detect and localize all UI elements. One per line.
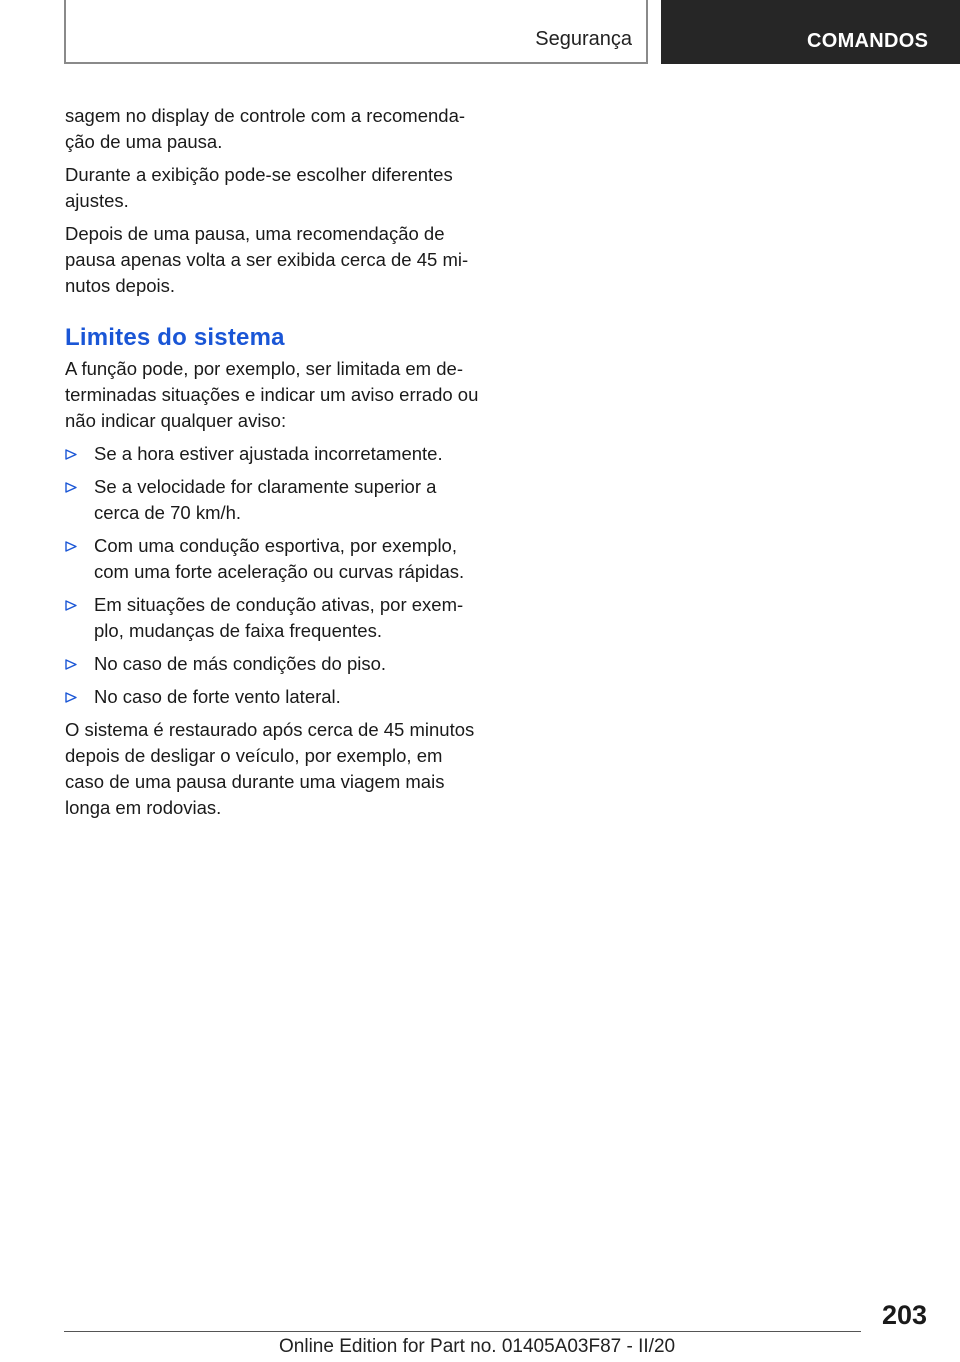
list-item-text: Se a hora estiver ajustada incorretamente.: [94, 443, 443, 464]
footer-divider: [64, 1331, 861, 1332]
footer-edition-text: Online Edition for Part no. 01405A03F87 - II/20: [279, 1336, 676, 1357]
list-item: [65, 684, 485, 710]
bullet-triangle-icon: [65, 541, 77, 552]
paragraph-continuation: sagem no display de controle com a recomendação de uma pausa.: [65, 105, 466, 152]
paragraph-intro: A função pode, por exemplo, ser limitada em determinadas situações e indicar um aviso errado ou não indicar qualquer aviso:: [65, 358, 479, 431]
bullet-triangle-icon: [65, 659, 77, 670]
list-item: [65, 474, 485, 526]
bullet-triangle-icon: [65, 482, 77, 493]
paragraph-settings: Durante a exibição pode-se escolher diferentes ajustes.: [65, 164, 453, 211]
list-item-text: Em situações de condução ativas, por exemplo, mudanças de faixa frequentes.: [94, 594, 464, 641]
bullet-triangle-icon: [65, 600, 77, 611]
header-chapter-tab: COMANDOS: [661, 0, 960, 64]
bullet-triangle-icon: [65, 692, 77, 703]
list-item-text: Se a velocidade for claramente superior a cerca de 70 km/h.: [94, 476, 437, 523]
header-section-box: [64, 0, 648, 64]
page-number: 203: [881, 1300, 927, 1330]
paragraph-after-pause: Depois de uma pausa, uma recomendação de pausa apenas volta a ser exibida cerca de 45 minutos depois.: [65, 223, 469, 296]
list-item-text: Com uma condução esportiva, por exemplo, com uma forte aceleração ou curvas rápidas.: [94, 535, 465, 582]
main-column: [65, 103, 485, 821]
list-item: [65, 441, 485, 467]
header-section-title: Segurança: [535, 28, 632, 50]
list-item: [65, 533, 485, 585]
list-item: [65, 651, 485, 677]
paragraph-closing: O sistema é restaurado após cerca de 45 minutos depois de desligar o veículo, por exemplo, em caso de uma pausa durante uma viagem mais longa em rodovias.: [65, 719, 475, 818]
bullet-triangle-icon: [65, 449, 77, 460]
list-item-text: No caso de más condições do piso.: [94, 653, 387, 674]
limitations-list: [65, 441, 485, 710]
list-item: [65, 592, 485, 644]
section-heading: Limites do sistema: [65, 324, 285, 351]
list-item-text: No caso de forte vento lateral.: [94, 686, 341, 707]
